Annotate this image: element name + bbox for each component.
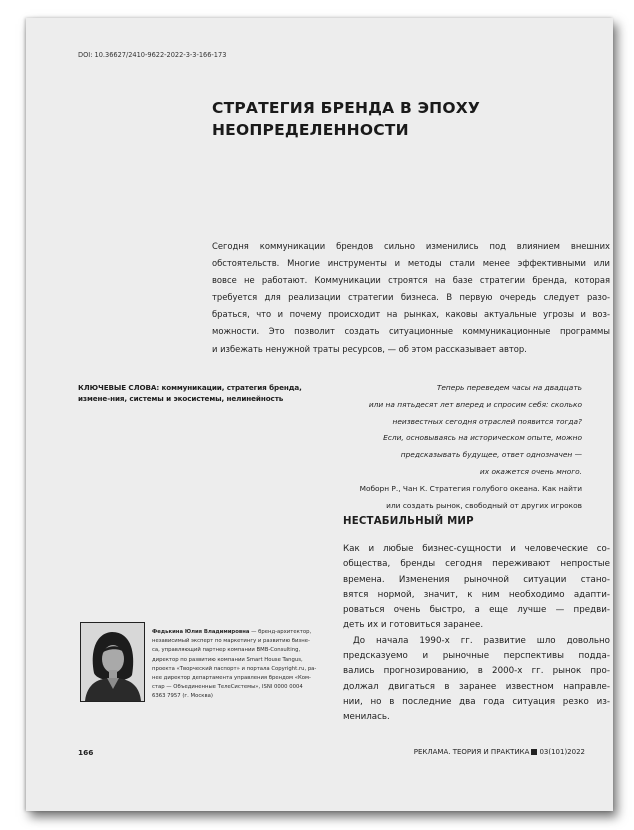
author-photo (80, 622, 145, 702)
abstract-line: Сегодня коммуникации брендов сильно изменились под влиянием внешних (212, 241, 610, 251)
author-bio-line: нее директор департамента управления брендом «Ком- (152, 674, 311, 681)
body-line: предсказуемо и рыночные перспективы подда- (343, 651, 610, 662)
epigraph (346, 380, 582, 514)
square-bullet-icon (531, 749, 537, 755)
author-name: Федькина Юлия Владимировна (152, 629, 250, 635)
body-line: вятся нормой, значит, к ним необходимо адапти- (343, 589, 610, 600)
page-number: 166 (78, 748, 94, 757)
body-line: общества, бренды сегодня переживают непростые (343, 559, 610, 570)
doi-text: DOI: 10.36627/2410-9622-2022-3-3-166-173 (78, 51, 227, 59)
body-line: Как и любые бизнес-сущности и человеческие со- (343, 544, 610, 554)
body-line: менилась. (343, 712, 390, 723)
epigraph-line: предсказывать будущее, ответ однозначен — (400, 450, 582, 460)
keywords-text: коммуникации, стратегия бренда, измене-ния, системы и экосистемы, нелинейность (78, 383, 302, 403)
epigraph-line: Теперь переведем часы на двадцать (436, 383, 582, 392)
epigraph-source-line: Моборн Р., Чан К. Стратегия голубого океана. Как найти (359, 483, 582, 493)
abstract-line: браться, что и почему происходит на рынках, каковы актуальные угрозы и воз- (212, 309, 610, 320)
section-heading: НЕСТАБИЛЬНЫЙ МИР (343, 516, 474, 527)
author-bio-line: директор по развитию компании Smart House Tangus, (152, 656, 303, 663)
author-info (152, 628, 332, 702)
body-line: нии, но в последние два года ситуация резко из- (343, 696, 610, 707)
epigraph-line: или на пятьдесят лет вперед и спросим себя: сколько (368, 399, 582, 409)
body-line: времена. Изменения рыночной ситуации стано- (343, 574, 610, 585)
section-body (343, 542, 610, 726)
abstract-line: вовсе не работают. Коммуникации строятся на базе стратегии бренда, которая (212, 275, 610, 286)
author-bio-line: проекта «Творческий паспорт» и портала Copyright.ru, ра- (152, 665, 317, 672)
abstract-line: обстоятельств. Многие инструменты и методы стали менее эффективными или (212, 258, 610, 269)
body-line: деть их и готовиться заранее. (343, 620, 484, 631)
epigraph-line: неизвестных сегодня отраслей появится тогда? (392, 416, 582, 426)
abstract-line: требуется для реализации стратегии бизнеса. В первую очередь следует разо- (212, 292, 610, 303)
article-abstract (212, 238, 610, 358)
author-bio-line: стар — Объединенные ТелеСистемы», ISNI 0000 0004 (152, 684, 303, 691)
journal-page (26, 18, 613, 811)
body-line: должал двигаться в заранее известном направле- (343, 681, 610, 692)
author-bio-line: — бренд-архитектор, (249, 629, 312, 635)
abstract-line: и избежать ненужной траты ресурсов, — об этом рассказывает автор. (212, 343, 527, 354)
abstract-line: можности. Это позволит создать ситуационные коммуникационные программы (212, 326, 610, 337)
author-bio-line: са, управляющий партнер компании BMB-Consulting, (152, 647, 301, 654)
keywords-label: КЛЮЧЕВЫЕ СЛОВА: (78, 383, 160, 392)
journal-issue: 03(101)2022 (539, 748, 585, 756)
author-bio-line: независимый эксперт по маркетингу и развитию бизне- (152, 638, 310, 645)
body-line: До начала 1990-х гг. развитие шло довольно (353, 635, 610, 646)
epigraph-line: Если, основываясь на историческом опыте, можно (383, 433, 582, 443)
author-bio-line: 6363 7957 (г. Москва) (152, 693, 213, 700)
body-line: вались прогнозированию, в 2000-х гг. рынок про- (343, 666, 610, 677)
epigraph-source-line: или создать рынок, свободный от других игроков (386, 500, 582, 510)
body-line: роваться очень быстро, а еще лучше — предви- (343, 605, 610, 616)
epigraph-line: их окажется очень много. (479, 466, 582, 476)
keywords-block (78, 382, 322, 404)
author-portrait-image (81, 623, 144, 701)
author-line (152, 628, 332, 637)
journal-footer (414, 748, 585, 756)
article-title: СТРАТЕГИЯ БРЕНДА В ЭПОХУ НЕОПРЕДЕЛЕННОСТИ (212, 99, 481, 139)
journal-name: РЕКЛАМА. ТЕОРИЯ И ПРАКТИКА (413, 748, 530, 756)
